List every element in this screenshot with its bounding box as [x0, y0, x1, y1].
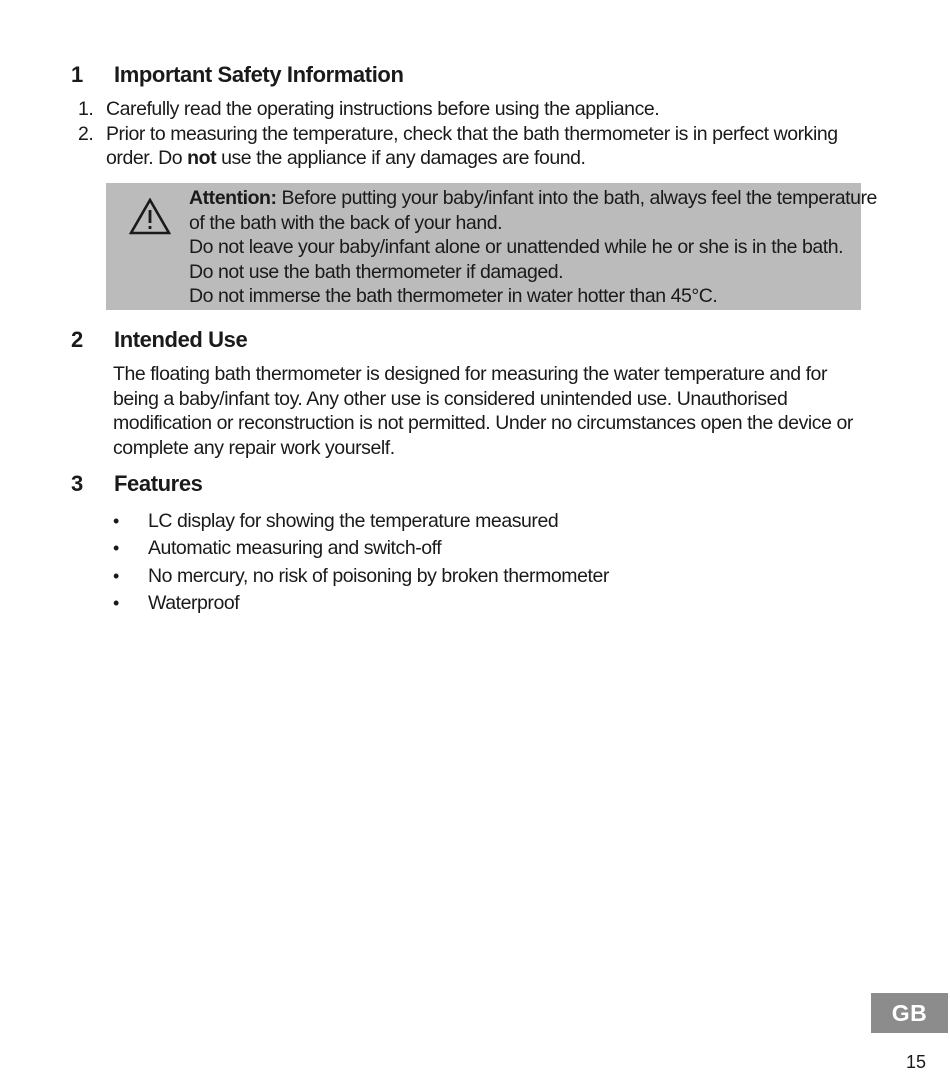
bullet-icon: •: [113, 510, 119, 531]
attention-text: [189, 186, 877, 309]
bullet-icon: •: [113, 593, 119, 613]
section-heading-features: [71, 471, 203, 497]
feature-text: Waterproof: [148, 592, 240, 614]
attention-line-text: Before putting your baby/infant into the bath, always feel the temperature: [276, 187, 877, 209]
section-heading-safety: [71, 62, 404, 88]
page-number: 15: [906, 1052, 927, 1072]
item-text: [106, 122, 858, 171]
section-number: 2: [71, 327, 83, 352]
item-number: 2.: [78, 122, 94, 145]
feature-text: LC display for showing the temperature measured: [148, 509, 559, 532]
features-list: [113, 507, 609, 617]
item-text-emphasis: not: [187, 147, 217, 169]
item-number: 1.: [78, 98, 94, 120]
warning-triangle-icon: [129, 198, 171, 236]
section-title: Intended Use: [114, 327, 248, 352]
attention-line: Do not immerse the bath thermometer in water hotter than 45°C.: [189, 285, 718, 307]
list-item: [113, 590, 609, 618]
intended-use-paragraph: The floating bath thermometer is designed for measuring the water temperature and for being a baby/infant toy. Any other use is considered unintended use. Unauthorised modification or reconstruction is not permitted. Under no circumstances open the device or complete any repair work yourself.: [113, 363, 853, 459]
section-title: Important Safety Information: [114, 62, 404, 87]
attention-line: Do not use the bath thermometer if damaged.: [189, 260, 564, 283]
attention-box: [106, 183, 877, 310]
section-number: 3: [71, 471, 83, 496]
safety-item: [78, 122, 858, 171]
bullet-icon: •: [113, 565, 119, 586]
attention-line: Do not leave your baby/infant alone or unattended while he or she is in the bath.: [189, 236, 844, 258]
attention-label: Attention:: [189, 187, 277, 209]
section-title: Features: [114, 471, 203, 496]
list-item: [113, 562, 609, 590]
section-number: 1: [71, 62, 83, 87]
item-text: Carefully read the operating instructions before using the appliance.: [106, 98, 660, 120]
feature-text: Automatic measuring and switch-off: [148, 537, 442, 559]
item-text-start: Prior to measuring the temperature, check that the bath thermometer is in perfect working order. Do: [106, 122, 838, 169]
bullet-icon: •: [113, 538, 119, 558]
attention-line: [189, 186, 877, 211]
section-heading-intended-use: [71, 327, 247, 353]
item-text-end: use the appliance if any damages are found.: [216, 147, 586, 169]
list-item: [113, 507, 609, 535]
safety-list: [78, 97, 858, 171]
attention-line: of the bath with the back of your hand.: [189, 211, 503, 234]
list-item: [113, 535, 609, 563]
feature-text: No mercury, no risk of poisoning by broken thermometer: [148, 564, 609, 587]
language-tab: GB: [871, 993, 948, 1033]
safety-item: [78, 97, 858, 122]
